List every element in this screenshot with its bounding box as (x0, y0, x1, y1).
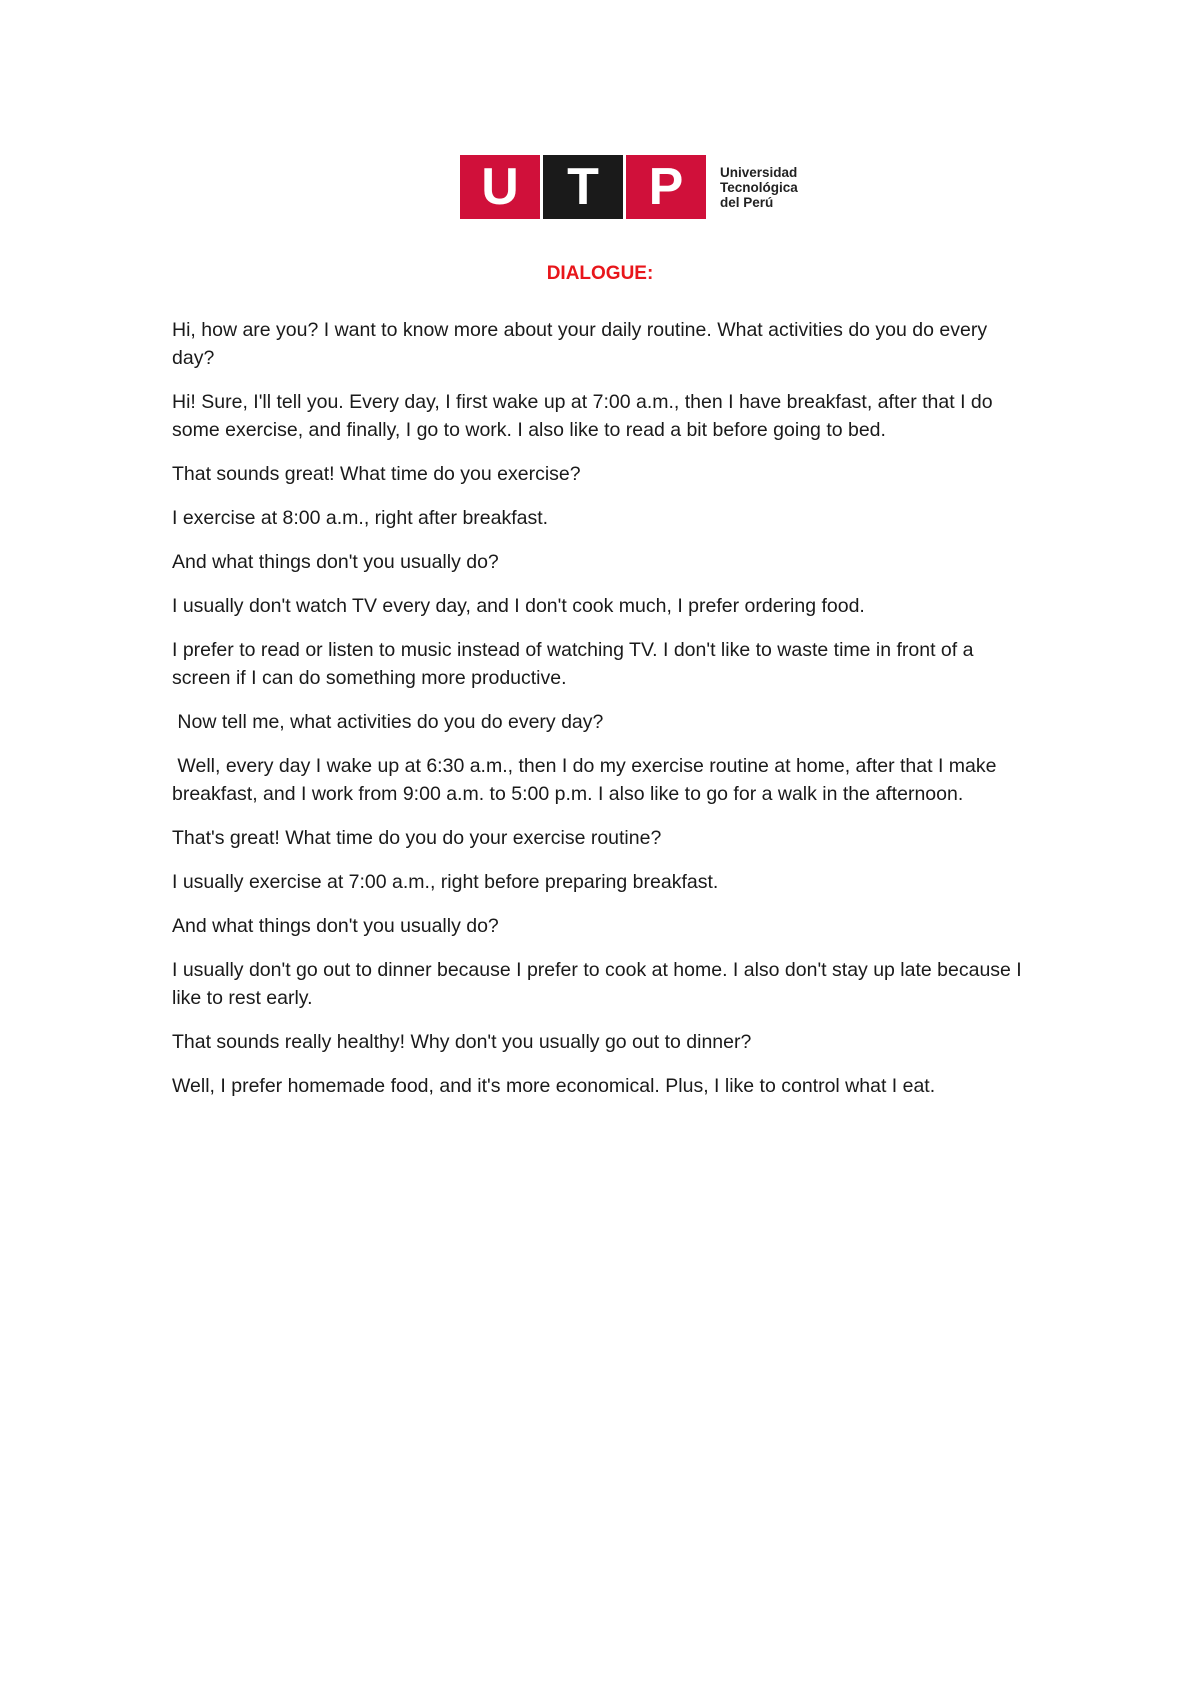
dialogue-line: And what things don't you usually do? (172, 915, 499, 937)
dialogue-line: I exercise at 8:00 a.m., right after breakfast. (172, 507, 549, 529)
logo-wordmark-line-1: Universidad (720, 164, 798, 180)
dialogue-line: I usually don't go out to dinner because I prefer to cook at home. I also don't stay up late because I like to rest early. (172, 959, 1028, 1009)
dialogue-line: Hi, how are you? I want to know more about your daily routine. What activities do you do every day? (172, 319, 993, 369)
dialogue-line: Now tell me, what activities do you do every day? (172, 711, 604, 733)
dialogue-body (172, 316, 1032, 1116)
logo-letter-t: T (543, 155, 623, 219)
logo-wordmark-line-3: del Perú (720, 194, 774, 210)
utp-logo (460, 155, 798, 219)
dialogue-line: Well, I prefer homemade food, and it's more economical. Plus, I like to control what I eat. (172, 1075, 936, 1097)
logo-letter-p: P (626, 155, 706, 219)
dialogue-line: I usually exercise at 7:00 a.m., right before preparing breakfast. (172, 871, 719, 893)
dialogue-line: And what things don't you usually do? (172, 551, 499, 573)
logo-letter-u: U (460, 155, 540, 219)
dialogue-line: I prefer to read or listen to music instead of watching TV. I don't like to waste time in front of a screen if I can do something more productive. (172, 639, 979, 689)
dialogue-line: Well, every day I wake up at 6:30 a.m., then I do my exercise routine at home, after that I make breakfast, and I work from 9:00 a.m. to 5:00 p.m. I also like to go for a walk in the afternoon. (172, 755, 1002, 805)
dialogue-line: That's great! What time do you do your exercise routine? (172, 827, 662, 849)
dialogue-line: Hi! Sure, I'll tell you. Every day, I first wake up at 7:00 a.m., then I have breakfast, after that I do some exercise, and finally, I go to work. I also like to read a bit before going to bed. (172, 391, 999, 441)
dialogue-line: I usually don't watch TV every day, and I don't cook much, I prefer ordering food. (172, 595, 865, 617)
logo-wordmark-line-2: Tecnológica (720, 179, 798, 195)
dialogue-line: That sounds great! What time do you exercise? (172, 463, 581, 485)
logo-wordmark (720, 165, 798, 210)
document-title: DIALOGUE: (546, 263, 654, 284)
dialogue-line: That sounds really healthy! Why don't you usually go out to dinner? (172, 1031, 752, 1053)
